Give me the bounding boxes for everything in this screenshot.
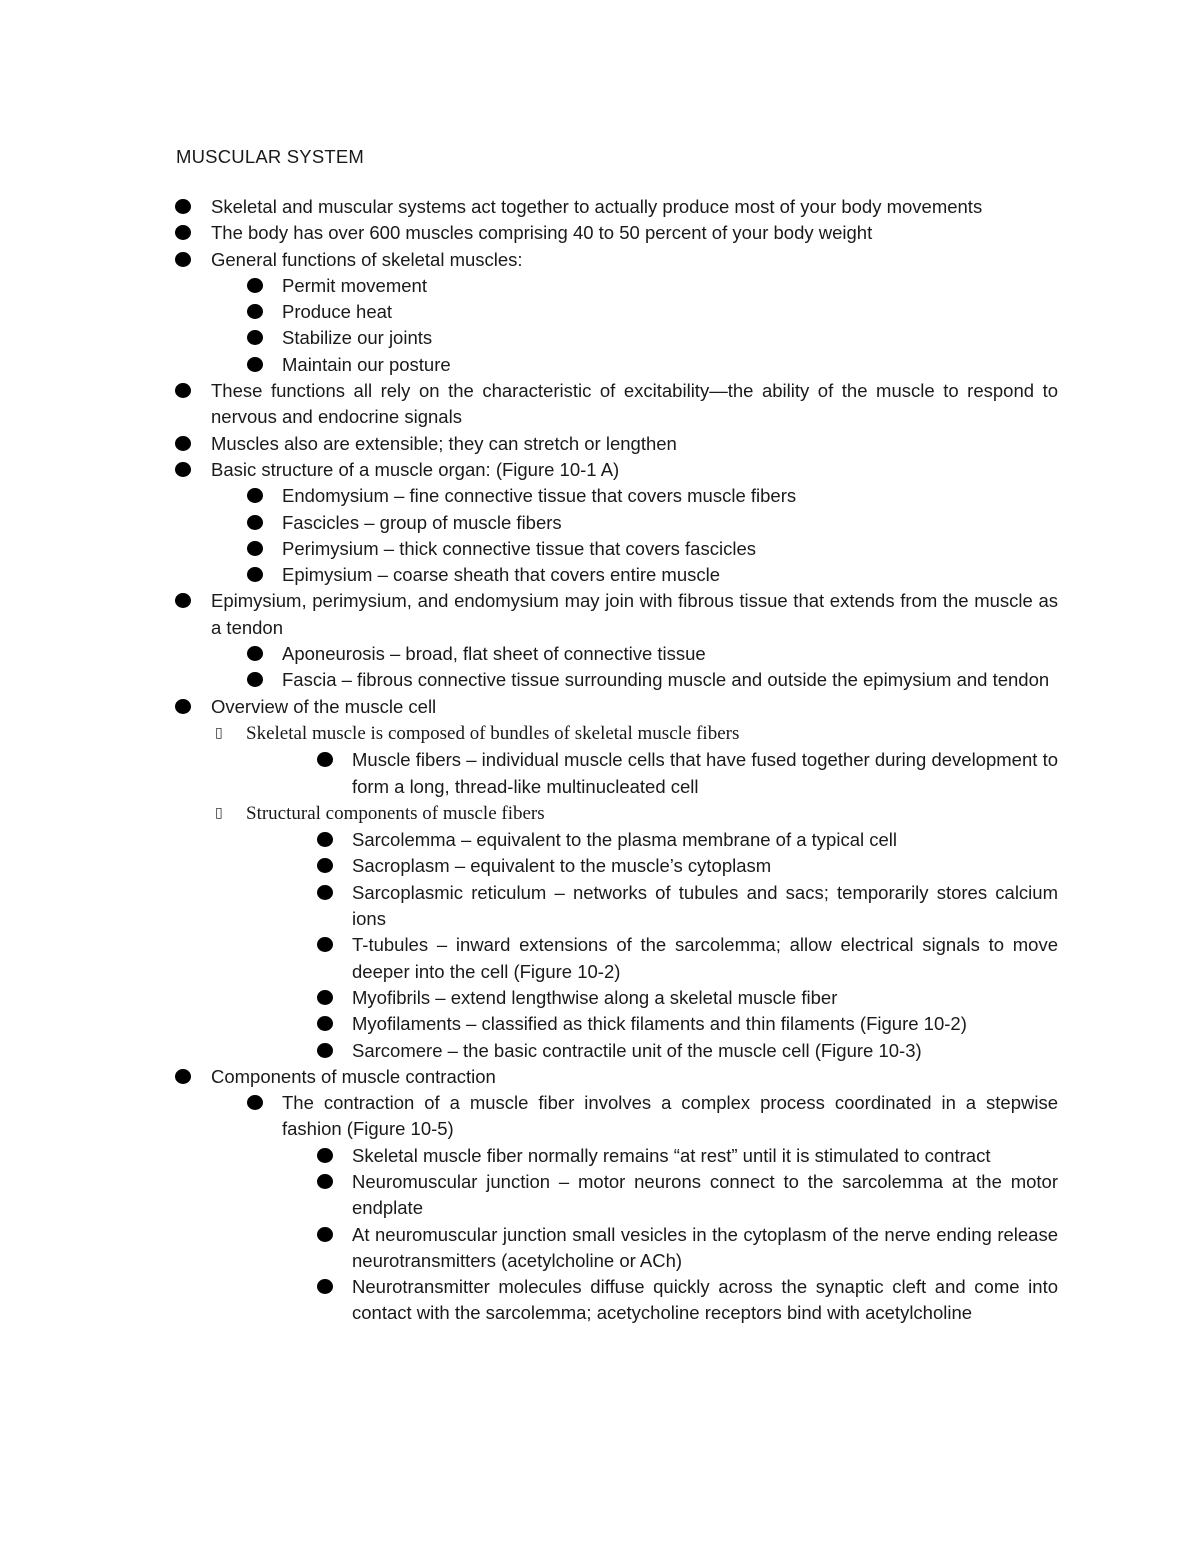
list-item xyxy=(352,1143,1058,1169)
list-item-text: Neuromuscular junction – motor neurons connect to the sarcolemma at the motor endplate xyxy=(352,1170,1058,1219)
list-item xyxy=(282,510,1058,536)
bullet-icon xyxy=(247,646,263,661)
list-item xyxy=(352,1274,1058,1327)
list-item-text: Skeletal muscle is composed of bundles of skeletal muscle fibers xyxy=(246,722,740,744)
list-item-text: Basic structure of a muscle organ: (Figure 10-1 A) xyxy=(211,458,620,480)
list-item-text: T-tubules – inward extensions of the sarcolemma; allow electrical signals to move deeper into the cell (Figure 10-2) xyxy=(352,934,1058,982)
bullet-icon xyxy=(317,885,333,900)
document-title: MUSCULAR SYSTEM xyxy=(176,146,365,167)
list-item xyxy=(211,431,1058,457)
bullet-icon xyxy=(175,699,191,714)
list-item xyxy=(211,457,1058,483)
bullet-icon xyxy=(247,567,263,582)
list-item xyxy=(282,1090,1058,1143)
list-item-text: Sacroplasm – equivalent to the muscle’s cytoplasm xyxy=(352,855,772,877)
list-item xyxy=(282,352,1058,378)
list-item-text: Myofilaments – classified as thick filaments and thin filaments (Figure 10-2) xyxy=(352,1013,967,1035)
bullet-icon xyxy=(175,383,191,398)
bullet-icon xyxy=(175,225,191,240)
list-item-text: Maintain our posture xyxy=(282,353,451,375)
list-item xyxy=(211,378,1058,431)
list-item-text: Permit movement xyxy=(282,274,427,296)
list-item-text: Fascicles – group of muscle fibers xyxy=(282,511,562,533)
bullet-icon xyxy=(175,199,191,214)
list-item xyxy=(282,536,1058,562)
box-bullet-icon: ▯ xyxy=(215,804,223,821)
list-item-text: Structural components of muscle fibers xyxy=(246,802,545,824)
bullet-icon xyxy=(317,990,333,1005)
list-item xyxy=(352,985,1058,1011)
list-item-text: At neuromuscular junction small vesicles in the cytoplasm of the nerve ending release neurotransmitters (acetylcholine or ACh) xyxy=(352,1223,1058,1271)
list-item-text: Components of muscle contraction xyxy=(211,1065,496,1087)
list-item-text: The contraction of a muscle fiber involves a complex process coordinated in a stepwise fashion (Figure 10-5) xyxy=(282,1092,1058,1140)
list-item-text: These functions all rely on the characteristic of excitability—the ability of the muscle to respond to nervous and endocrine signals xyxy=(211,380,1058,428)
bullet-icon xyxy=(247,1095,263,1110)
bullet-icon xyxy=(317,752,333,767)
list-item xyxy=(352,1222,1058,1275)
list-item xyxy=(211,194,1058,220)
list-item xyxy=(352,880,1058,933)
bullet-icon xyxy=(247,330,263,345)
list-item xyxy=(352,853,1058,879)
bullet-icon xyxy=(175,252,191,267)
bullet-icon xyxy=(247,672,263,687)
list-item-text: Overview of the muscle cell xyxy=(211,695,437,717)
list-item xyxy=(211,694,1058,720)
bullet-icon xyxy=(247,515,263,530)
list-item xyxy=(352,932,1058,985)
list-item-text: The body has over 600 muscles comprising 40 to 50 percent of your body weight xyxy=(211,222,873,244)
list-item-text: Endomysium – fine connective tissue that covers muscle fibers xyxy=(282,485,797,507)
bullet-icon xyxy=(175,436,191,451)
list-item xyxy=(282,667,1058,693)
list-item xyxy=(352,1038,1058,1064)
bullet-icon xyxy=(175,1069,191,1084)
list-item-text: Neurotransmitter molecules diffuse quickly across the synaptic cleft and come into contact with the sarcolemma; acetycholine receptors bind with acetylcholine xyxy=(352,1276,1058,1324)
list-item-text: Epimysium, perimysium, and endomysium may join with fibrous tissue that extends from the muscle as a tendon xyxy=(211,590,1058,638)
list-item xyxy=(211,1064,1058,1090)
list-item xyxy=(282,562,1058,588)
bullet-icon xyxy=(247,357,263,372)
list-item-text: Perimysium – thick connective tissue that covers fascicles xyxy=(282,537,756,559)
list-item xyxy=(352,827,1058,853)
list-item-text: Sarcoplasmic reticulum – networks of tubules and sacs; temporarily stores calcium ions xyxy=(352,881,1058,930)
list-item-text: Sarcomere – the basic contractile unit of the muscle cell (Figure 10-3) xyxy=(352,1039,922,1061)
list-item-text: Muscles also are extensible; they can stretch or lengthen xyxy=(211,432,677,454)
list-item xyxy=(282,483,1058,509)
bullet-icon xyxy=(317,1016,333,1031)
list-item xyxy=(211,588,1058,641)
list-item xyxy=(282,299,1058,325)
bullet-icon xyxy=(247,278,263,293)
list-item xyxy=(352,747,1058,800)
bullet-icon xyxy=(247,541,263,556)
list-item xyxy=(352,1011,1058,1037)
list-item-text: Stabilize our joints xyxy=(282,327,433,349)
list-item xyxy=(215,720,1058,747)
list-item-text: Muscle fibers – individual muscle cells that have fused together during development to form a long, thread-like multinucleated cell xyxy=(352,749,1058,797)
bullet-icon xyxy=(175,593,191,608)
list-item xyxy=(215,800,1058,827)
bullet-icon xyxy=(317,937,333,952)
list-item-text: Skeletal and muscular systems act together to actually produce most of your body movements xyxy=(211,196,983,217)
list-item xyxy=(211,220,1058,246)
list-item xyxy=(352,1169,1058,1222)
bullet-icon xyxy=(317,1279,333,1294)
bullet-icon xyxy=(247,304,263,319)
outline-list xyxy=(0,194,1200,1327)
bullet-icon xyxy=(247,488,263,503)
bullet-icon xyxy=(317,1227,333,1242)
list-item-text: Produce heat xyxy=(282,301,393,323)
list-item-text: Epimysium – coarse sheath that covers entire muscle xyxy=(282,564,721,586)
list-item xyxy=(282,273,1058,299)
list-item-text: Aponeurosis – broad, flat sheet of connective tissue xyxy=(282,643,706,665)
list-item-text: Sarcolemma – equivalent to the plasma membrane of a typical cell xyxy=(352,829,897,851)
list-item-text: Fascia – fibrous connective tissue surrounding muscle and outside the epimysium and tendon xyxy=(282,669,1050,691)
bullet-icon xyxy=(317,1043,333,1058)
list-item xyxy=(282,641,1058,667)
list-item-text: General functions of skeletal muscles: xyxy=(211,248,523,270)
bullet-icon xyxy=(317,1148,333,1163)
box-bullet-icon: ▯ xyxy=(215,724,223,741)
bullet-icon xyxy=(175,462,191,477)
bullet-icon xyxy=(317,832,333,847)
bullet-icon xyxy=(317,858,333,873)
list-item-text: Skeletal muscle fiber normally remains “at rest” until it is stimulated to contract xyxy=(352,1144,991,1166)
list-item-text: Myofibrils – extend lengthwise along a skeletal muscle fiber xyxy=(352,986,838,1008)
list-item xyxy=(211,247,1058,273)
bullet-icon xyxy=(317,1174,333,1189)
list-item xyxy=(282,325,1058,351)
